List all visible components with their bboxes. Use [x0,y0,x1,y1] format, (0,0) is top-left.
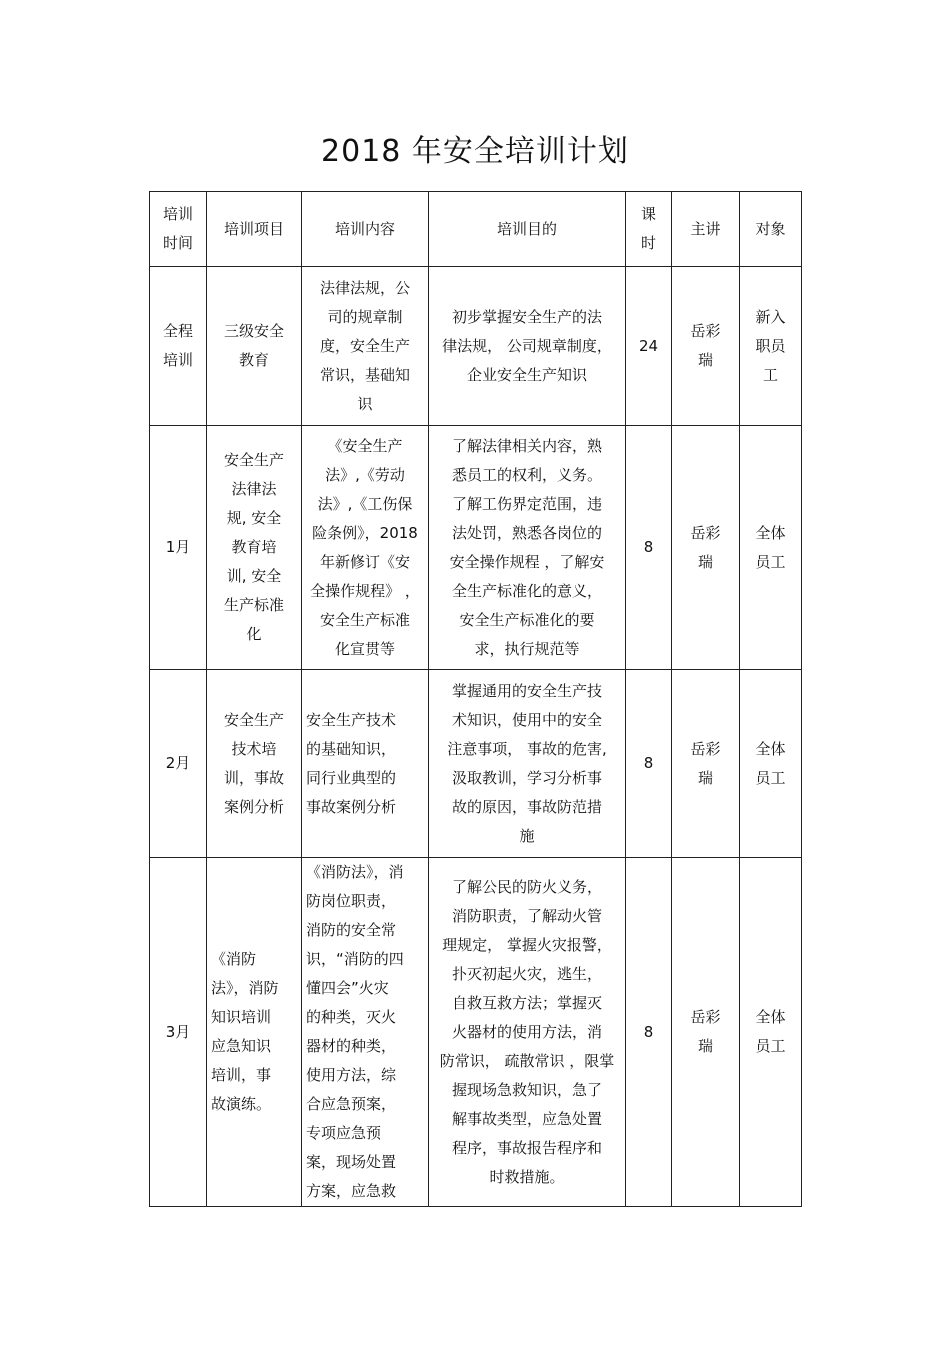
table-row [150,267,802,426]
cell-target: 全体 员工 [740,858,802,1207]
cell-time: 1月 [150,426,207,670]
cell-hours: 8 [626,426,672,670]
cell-target: 全体 员工 [740,670,802,858]
cell-content: 《安全生产 法》,《劳动 法》,《工伤保 险条例》，2018 年新修订《安 全操作规程》 ， 安全生产标准 化宣贯等 [302,426,429,670]
header-lecturer: 主讲 [672,192,740,267]
header-item: 培训项目 [207,192,302,267]
header-goal: 培训目的 [429,192,626,267]
cell-hours: 8 [626,670,672,858]
table-row [150,426,802,670]
cell-lecturer: 岳彩 瑞 [672,267,740,426]
cell-item: 安全生产 法律法 规, 安全 教育培 训, 安全 生产标准 化 [207,426,302,670]
document-title: 2018 年安全培训计划 [321,134,629,169]
table-header-row [150,192,802,267]
table-row [150,670,802,858]
table-row [150,858,802,1207]
cell-lecturer: 岳彩 瑞 [672,670,740,858]
header-target: 对象 [740,192,802,267]
cell-lecturer: 岳彩 瑞 [672,858,740,1207]
cell-goal: 了解公民的防火义务， 消防职责，了解动火管 理规定， 掌握火灾报警， 扑灭初起火灾，逃生， 自救互救方法；掌握灭 火器材的使用方法，消 防常识， 疏散常识 ，限掌 握现场急救知识，急了 解事故类型，应急处置 程序，事故报告程序和 时救措施。 [429,858,626,1207]
cell-hours: 8 [626,858,672,1207]
cell-goal: 掌握通用的安全生产技 术知识，使用中的安全 注意事项， 事故的危害, 汲取教训，学习分析事 故的原因，事故防范措 施 [429,670,626,858]
cell-item: 安全生产 技术培 训，事故 案例分析 [207,670,302,858]
cell-target: 全体 员工 [740,426,802,670]
cell-hours: 24 [626,267,672,426]
cell-target: 新入 职员 工 [740,267,802,426]
cell-time: 2月 [150,670,207,858]
cell-goal: 了解法律相关内容，熟 悉员工的权利，义务。 了解工伤界定范围，违 法处罚，熟悉各岗位的 安全操作规程 ，了解安 全生产标准化的意义， 安全生产标准化的要 求，执行规范等 [429,426,626,670]
cell-content: 法律法规，公 司的规章制 度，安全生产 常识，基础知 识 [302,267,429,426]
cell-lecturer: 岳彩 瑞 [672,426,740,670]
cell-content: 安全生产技术 的基础知识， 同行业典型的 事故案例分析 [302,670,429,858]
cell-item: 《消防 法》，消防 知识培训 应急知识 培训，事 故演练。 [207,858,302,1207]
cell-time: 全程 培训 [150,267,207,426]
training-plan-table [149,191,802,1207]
cell-content: 《消防法》，消 防岗位职责， 消防的安全常 识，“消防的四 懂四会”火灾 的种类，灭火 器材的种类， 使用方法，综 合应急预案， 专项应急预 案，现场处置 方案，应急救 [302,858,429,1207]
cell-goal: 初步掌握安全生产的法 律法规， 公司规章制度， 企业安全生产知识 [429,267,626,426]
cell-item: 三级安全 教育 [207,267,302,426]
cell-time: 3月 [150,858,207,1207]
header-content: 培训内容 [302,192,429,267]
header-time: 培训 时间 [150,192,207,267]
header-hours: 课 时 [626,192,672,267]
